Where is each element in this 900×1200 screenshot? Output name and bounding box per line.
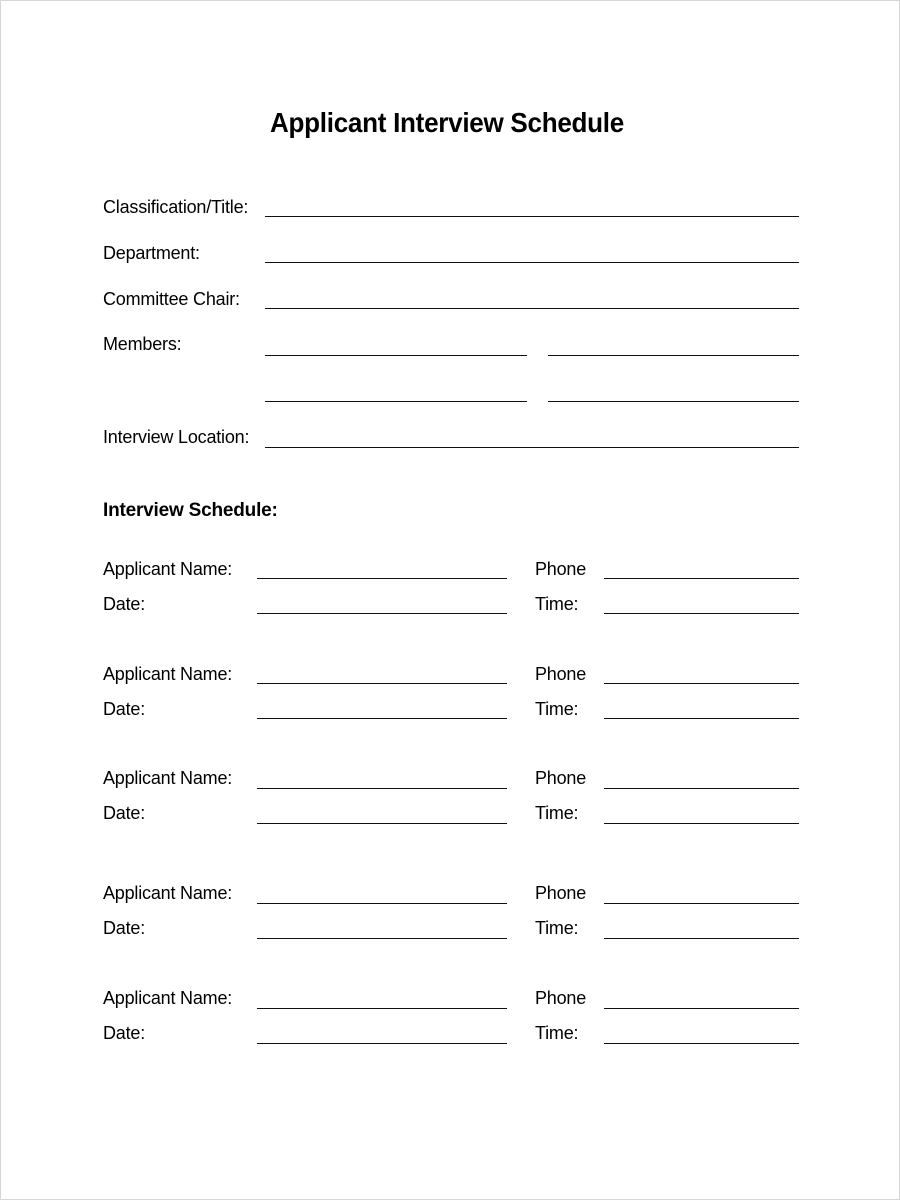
applicant-name-label: Applicant Name: (103, 559, 233, 579)
phone-label: Phone (535, 664, 587, 684)
applicant-name-field[interactable] (257, 1008, 507, 1009)
applicant-name-field[interactable] (257, 788, 507, 789)
phone-label: Phone (535, 988, 587, 1008)
date-label: Date: (103, 1023, 146, 1043)
phone-label: Phone (535, 559, 587, 579)
interview-location-label: Interview Location: (103, 427, 250, 447)
page-title: Applicant Interview Schedule (270, 107, 624, 138)
interview-location-field[interactable] (265, 447, 799, 448)
member-field-2[interactable] (548, 355, 799, 356)
applicant-name-field[interactable] (257, 683, 507, 684)
phone-field[interactable] (604, 788, 799, 789)
time-field[interactable] (604, 938, 799, 939)
date-field[interactable] (257, 938, 507, 939)
date-label: Date: (103, 803, 146, 823)
member-field-4[interactable] (548, 401, 799, 402)
applicant-name-label: Applicant Name: (103, 883, 233, 903)
applicant-name-label: Applicant Name: (103, 664, 233, 684)
applicant-name-field[interactable] (257, 578, 507, 579)
classification-label: Classification/Title: (103, 197, 249, 217)
applicant-name-label: Applicant Name: (103, 768, 233, 788)
members-label: Members: (103, 334, 182, 354)
department-field[interactable] (265, 262, 799, 263)
committee-chair-label: Committee Chair: (103, 289, 240, 309)
interview-schedule-heading: Interview Schedule: (103, 500, 278, 521)
phone-field[interactable] (604, 1008, 799, 1009)
department-label: Department: (103, 243, 200, 263)
date-field[interactable] (257, 1043, 507, 1044)
date-field[interactable] (257, 718, 507, 719)
time-label: Time: (535, 1023, 579, 1043)
time-field[interactable] (604, 1043, 799, 1044)
time-label: Time: (535, 699, 579, 719)
phone-label: Phone (535, 768, 587, 788)
date-label: Date: (103, 699, 146, 719)
time-label: Time: (535, 803, 579, 823)
classification-field[interactable] (265, 216, 799, 217)
phone-label: Phone (535, 883, 587, 903)
applicant-name-label: Applicant Name: (103, 988, 233, 1008)
time-field[interactable] (604, 718, 799, 719)
time-field[interactable] (604, 823, 799, 824)
time-label: Time: (535, 918, 579, 938)
time-field[interactable] (604, 613, 799, 614)
date-field[interactable] (257, 823, 507, 824)
phone-field[interactable] (604, 903, 799, 904)
phone-field[interactable] (604, 683, 799, 684)
member-field-3[interactable] (265, 401, 527, 402)
date-label: Date: (103, 594, 146, 614)
applicant-name-field[interactable] (257, 903, 507, 904)
date-field[interactable] (257, 613, 507, 614)
date-label: Date: (103, 918, 146, 938)
committee-chair-field[interactable] (265, 308, 799, 309)
phone-field[interactable] (604, 578, 799, 579)
member-field-1[interactable] (265, 355, 527, 356)
time-label: Time: (535, 594, 579, 614)
